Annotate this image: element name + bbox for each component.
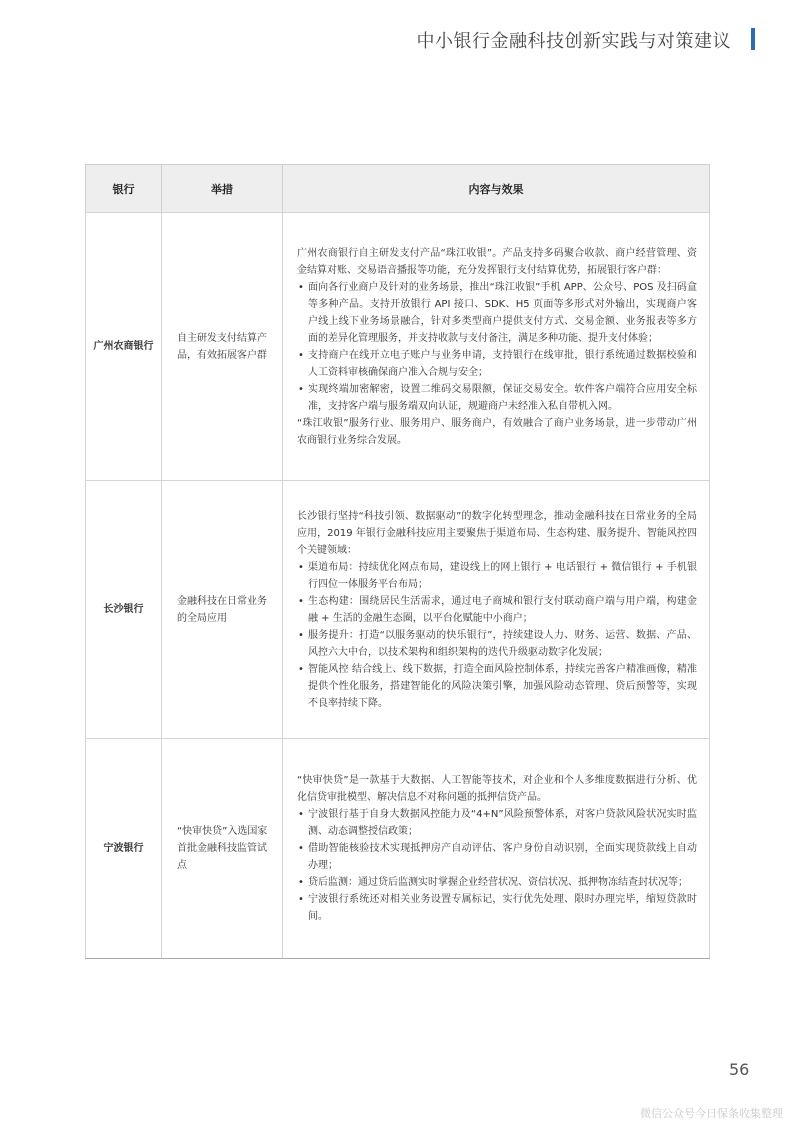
list-item: • 贷后监测：通过贷后监测实时掌握企业经营状况、资信状况、抵押物冻结查封状况等； — [297, 874, 697, 891]
bullet-icon: • — [298, 809, 304, 820]
content-intro: “快审快贷”是一款基于大数据、人工智能等技术，对企业和个人多维度数据进行分析、优化信贷审批模型、解决信息不对称问题的抵押信贷产品。 — [297, 775, 697, 803]
measure-cell: 金融科技在日常业务的全局应用 — [162, 481, 283, 739]
content-cell — [283, 739, 710, 959]
table-row — [86, 213, 710, 481]
list-item: • 面向各行业商户及针对的业务场景，推出“珠江收银”手机 APP、公众号、POS 及扫码盒等多种产品。支持开放银行 API 接口、SDK、H5 页面等多形式对外输出，实现商户客户线上线下业务场景融合，针对多类型商户提供支付方式、交易金额、业务报表等多方面的差异化管理服务，并支持收款与支付备注，满足多种功能、提升支付体验； — [297, 279, 697, 347]
column-header-bank: 银行 — [86, 165, 162, 213]
page-header-title: 中小银行金融科技创新实践与对策建议 — [416, 31, 731, 52]
content-outro: “珠江收银”服务行业、服务用户、服务商户，有效融合了商户业务场景，进一步带动广州农商银行业务综合发展。 — [297, 417, 697, 446]
table-row — [86, 481, 710, 739]
bullet-icon: • — [298, 595, 304, 607]
bank-name-cell: 长沙银行 — [86, 481, 162, 739]
bullet-icon: • — [298, 877, 304, 888]
bank-name-cell: 广州农商银行 — [86, 213, 162, 481]
content-bullet-list — [297, 559, 697, 712]
table-header-row — [86, 165, 710, 213]
content-bullet-list — [297, 806, 697, 925]
list-item: • 生态构建：围绕居民生活需求，通过电子商城和银行支付联动商户端与用户端，构建金融 + 生活的金融生态圈，以平台化赋能中小商户； — [297, 593, 697, 627]
list-item: • 借助智能核验技术实现抵押房产自动评估、客户身份自动识别，全面实现贷款线上自动办理； — [297, 840, 697, 874]
bullet-icon: • — [298, 561, 304, 573]
header-accent-bar — [751, 28, 755, 50]
list-item: • 服务提升：打造“以服务驱动的快乐银行”，持续建设人力、财务、运营、数据、产品、风控六大中台，以技术架构和组织架构的迭代升级驱动数字化发展； — [297, 627, 697, 661]
column-header-content: 内容与效果 — [283, 165, 710, 213]
bullet-icon: • — [298, 281, 304, 293]
bullet-icon: • — [298, 663, 304, 675]
bullet-icon: • — [298, 894, 304, 905]
content-intro: 长沙银行坚持“科技引领、数据驱动”的数字化转型理念，推动金融科技在日常业务的全局应用，2019 年银行金融科技应用主要聚焦于渠道布局、生态构建、服务提升、智能风控四个关键领域： — [297, 510, 697, 556]
column-header-measure: 举措 — [162, 165, 283, 213]
bank-fintech-table — [85, 164, 710, 959]
bullet-icon: • — [298, 383, 304, 395]
content-bullet-list — [297, 279, 697, 415]
content-cell — [283, 481, 710, 739]
list-item: • 宁波银行基于自身大数据风控能力及“4+N”风险预警体系，对客户贷款风险状况实时监测、动态调整授信政策； — [297, 806, 697, 840]
page-number: 56 — [729, 1060, 750, 1079]
bullet-icon: • — [298, 843, 304, 854]
bank-name-cell: 宁波银行 — [86, 739, 162, 959]
bullet-icon: • — [298, 349, 304, 361]
table-row — [86, 739, 710, 959]
list-item: • 渠道布局：持续优化网点布局，建设线上的网上银行 + 电话银行 + 微信银行 + 手机银行四位一体服务平台布局； — [297, 559, 697, 593]
content-intro: 广州农商银行自主研发支付产品“珠江收银”。产品支持多码聚合收款、商户经营管理、资金结算对账、交易语音播报等功能，充分发挥银行支付结算优势，拓展银行客户群： — [297, 247, 697, 276]
list-item: • 宁波银行系统还对相关业务设置专属标记，实行优先处理、限时办理完毕，缩短贷款时间。 — [297, 891, 697, 925]
content-cell — [283, 213, 710, 481]
measure-cell: 自主研发支付结算产品，有效拓展客户群 — [162, 213, 283, 481]
bullet-icon: • — [298, 629, 304, 641]
list-item: • 实现终端加密解密，设置二维码交易限额，保证交易安全。软件客户端符合应用安全标准，支持客户端与服务端双向认证，规避商户未经准入私自带机入网。 — [297, 381, 697, 415]
list-item: • 智能风控 结合线上、线下数据，打造全面风险控制体系，持续完善客户精准画像，精准提供个性化服务，搭建智能化的风险决策引擎，加强风险动态管理、贷后预警等，实现不良率持续下降。 — [297, 661, 697, 712]
list-item: • 支持商户在线开立电子账户与业务申请，支持银行在线审批，银行系统通过数据校验和人工资料审核确保商户准入合规与安全； — [297, 347, 697, 381]
watermark-text: 微信公众号今日保条收集整理 — [640, 1107, 783, 1120]
measure-cell: “快审快贷”入选国家首批金融科技监管试点 — [162, 739, 283, 959]
